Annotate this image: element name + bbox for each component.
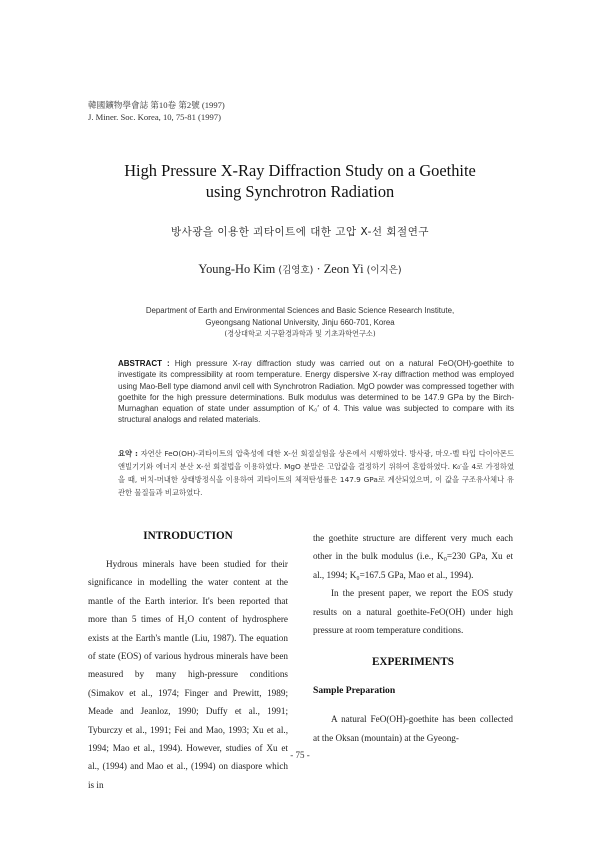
author-1-korean: (김영호) [278,265,314,276]
author-separator: · [316,262,321,276]
affiliation-korean: (경상대학교 지구환경과학과 및 기초과학연구소) [224,329,376,338]
journal-english: J. Miner. Soc. Korea, 10, 75-81 (1997) [88,111,221,122]
author-1: Young-Ho Kim [198,262,276,276]
introduction-heading: INTRODUCTION [143,530,233,542]
paper-title [60,160,540,202]
page-number: - 75 - [290,750,310,760]
experiments-paragraph: A natural FeO(OH)-goethite has been collected at the Oksan (mountain) at the Gyeong- [313,714,513,743]
affiliation-line-1: Department of Earth and Environmental Sciences and Basic Science Research Institute, [145,306,455,315]
affiliation-line-2: Gyeongsang National University, Jinju 660-701, Korea [205,317,395,327]
abstract-label: ABSTRACT : [118,359,170,368]
introduction-paragraph-1-continued: the goethite structure are different very much each other in the bulk modulus (i.e., K₀=230 GPa, Xu et al., 1994; K₀=167.5 GPa, Mao et al., 1994). [313,533,513,580]
korean-title: 방사광을 이용한 괴타이트에 대한 고압 X-선 회절연구 [171,226,429,238]
journal-korean: 韓國鑛物學會誌 第10卷 第2號 (1997) [88,100,225,110]
author-2: Zeon Yi [323,262,364,276]
korean-abstract-text: 자연산 FeO(OH)-괴타이트의 압축성에 대한 X-선 회절실험을 상온에서 시행하였다. 방사광, 마오-벨 타입 다이아몬드 앤빌기기와 에너지 분산 X-선 회절법을 이용하였다. MgO 분말은 고압값을 결정하기 위하여 혼합하였다. K₀′을 4로 가정하였을 때, 버치-머내한 상태방정식을 이용하여 괴타이트의 체적탄성률은 147.9 GPa로 계산되었으며, 이 값을 구조유사체나 유관한 물질들과 비교하였다. [118,449,514,497]
experiments-heading: EXPERIMENTS [371,656,455,669]
introduction-paragraph-2: In the present paper, we report the EOS study results on a natural goethite-FeO(OH) under high pressure at room temperature conditions. [313,588,513,636]
title-line-2: using Synchrotron Radiation [205,182,395,201]
journal-citation [88,100,225,123]
author-2-korean: (이지은) [366,265,402,276]
title-line-1: High Pressure X-Ray Diffraction Study on a Goethite [124,161,476,180]
korean-abstract-label: 요약 : [118,449,138,458]
introduction-paragraph-1: Hydrous minerals have been studied for their significance in modelling the water content at the mantle of the Earth interior. It's been reported that more than 5 times of H₂O content of hydrosphere exists at the Earth's mantle (Liu, 1987). The equation of state (EOS) of various hydrous minerals have been measured by many high-pressure conditions (Simakov et al., 1974; Finger and Prewitt, 1989; Meade and Jeanloz, 1990; Duffy et al., 1991; Tyburczy et al., 1991; Fei and Mao, 1993; Xu et al., 1994; Mao et al., 1994). However, studies of Xu et al., (1994) and Mao et al., (1994) on diaspore which is in [88,559,288,790]
sample-preparation-heading: Sample Preparation [313,684,396,696]
abstract [118,358,514,426]
abstract-text: High pressure X-ray diffraction study was carried out on a natural FeO(OH)-goethite to investigate its compressibility at room temperature. Energy dispersive X-ray diffraction method was employed using Mao-Bell type diamond anvil cell with Synchrotron Radiation. MgO powder was compressed together with goethite for the high pressure determinations. Bulk modulus was determined to be 147.9 GPa by the Birch-Murnaghan equation of state under assumption of K₀′ of 4. This value was subjected to compare with its structural analogs and related materials. [118,359,515,425]
author-line [60,262,540,277]
right-column [313,529,513,747]
affiliation [100,305,500,340]
korean-abstract [118,447,514,499]
